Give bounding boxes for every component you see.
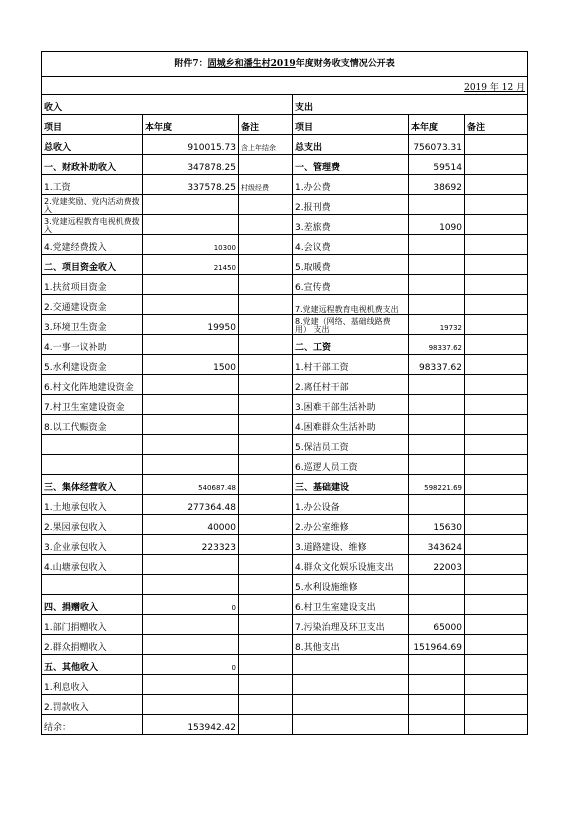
- income-remark: [239, 395, 293, 415]
- expense-remark: [465, 615, 528, 635]
- table-row: [42, 335, 528, 355]
- expense-remark: [465, 395, 528, 415]
- expense-item: 1.村干部工资: [293, 355, 409, 375]
- income-remark: [239, 275, 293, 295]
- expense-amount: [409, 195, 465, 215]
- income-item: 3.党建远程教育电视机费拨入: [42, 215, 143, 235]
- income-amount: 277364.48: [143, 495, 239, 515]
- table-row: [42, 395, 528, 415]
- table-row: [42, 175, 528, 195]
- expense-remark: [465, 275, 528, 295]
- income-amount: [143, 695, 239, 715]
- finance-disclosure-table: [41, 51, 528, 735]
- expense-amount: 38692: [409, 175, 465, 195]
- expense-item: 5.取暖费: [293, 255, 409, 275]
- expense-amount: [409, 435, 465, 455]
- expense-amount: 65000: [409, 615, 465, 635]
- income-item: [42, 575, 143, 595]
- table-row: [42, 155, 528, 175]
- expense-amount: 598221.69: [409, 475, 465, 495]
- income-item: 4.山塘承包收入: [42, 555, 143, 575]
- expense-item: 三、基础建设: [293, 475, 409, 495]
- income-item: 3.企业承包收入: [42, 535, 143, 555]
- table-row: [42, 255, 528, 275]
- table-row: [42, 615, 528, 635]
- income-item-header: 项目: [42, 115, 143, 135]
- expense-amount: [409, 235, 465, 255]
- expense-remark: [465, 175, 528, 195]
- income-item: 五、其他收入: [42, 655, 143, 675]
- income-amount: 40000: [143, 515, 239, 535]
- expense-item: 2.离任村干部: [293, 375, 409, 395]
- expense-remark: [465, 475, 528, 495]
- expense-item: 1.办公设备: [293, 495, 409, 515]
- income-remark: [239, 455, 293, 475]
- expense-item: 4.会议费: [293, 235, 409, 255]
- income-remark: [239, 495, 293, 515]
- expense-remark: [465, 375, 528, 395]
- expense-item: [293, 695, 409, 715]
- income-item: 7.村卫生室建设资金: [42, 395, 143, 415]
- expense-item: 4.困难群众生活补助: [293, 415, 409, 435]
- expense-item-header: 项目: [293, 115, 409, 135]
- income-remark: [239, 555, 293, 575]
- income-remark: [239, 475, 293, 495]
- income-header: 收入: [42, 95, 293, 115]
- income-item: [42, 455, 143, 475]
- income-item: 2.果园承包收入: [42, 515, 143, 535]
- income-amount: [143, 615, 239, 635]
- expense-amount: [409, 715, 465, 735]
- expense-remark: [465, 235, 528, 255]
- expense-remark: [465, 435, 528, 455]
- expense-amount: [409, 375, 465, 395]
- table-row: [42, 715, 528, 735]
- income-amount: [143, 455, 239, 475]
- expense-remark: [465, 215, 528, 235]
- table-row: [42, 375, 528, 395]
- income-item: 3.环境卫生资金: [42, 315, 143, 335]
- income-amount: [143, 375, 239, 395]
- table-row: [42, 655, 528, 675]
- income-remark: 村级经费: [239, 175, 293, 195]
- expense-remark: [465, 595, 528, 615]
- expense-item: 2.报刊费: [293, 195, 409, 215]
- table-row: [42, 195, 528, 215]
- expense-amount: [409, 255, 465, 275]
- income-item: 2.交通建设资金: [42, 295, 143, 315]
- table-row: [42, 135, 528, 155]
- expense-remark: [465, 515, 528, 535]
- expense-item: 3.道路建设、维修: [293, 535, 409, 555]
- income-amount: 0: [143, 595, 239, 615]
- expense-remark: [465, 715, 528, 735]
- expense-item: 7.党建远程教育电视机费支出: [293, 295, 409, 315]
- income-remark: [239, 295, 293, 315]
- expense-amount: 22003: [409, 555, 465, 575]
- income-amount: 0: [143, 655, 239, 675]
- income-remark: [239, 655, 293, 675]
- income-amount: [143, 415, 239, 435]
- income-remark: [239, 575, 293, 595]
- expense-remark: [465, 555, 528, 575]
- income-amount: 153942.42: [143, 715, 239, 735]
- income-amount: [143, 275, 239, 295]
- income-remark: [239, 675, 293, 695]
- expense-amount: 343624: [409, 535, 465, 555]
- income-remark: 含上年结余: [239, 135, 293, 155]
- income-item: 二、项目资金收入: [42, 255, 143, 275]
- table-row: [42, 235, 528, 255]
- expense-amount: [409, 695, 465, 715]
- expense-amount: [409, 395, 465, 415]
- expense-amount: 15630: [409, 515, 465, 535]
- income-year-header: 本年度: [143, 115, 239, 135]
- expense-remark: [465, 695, 528, 715]
- income-item: 5.水利建设资金: [42, 355, 143, 375]
- income-item: 4.党建经费拨入: [42, 235, 143, 255]
- income-amount: 1500: [143, 355, 239, 375]
- income-remark: [239, 355, 293, 375]
- expense-remark-header: 备注: [465, 115, 528, 135]
- date-line: 2019 年 12 月: [293, 77, 528, 95]
- income-amount: [143, 335, 239, 355]
- expense-item: 1.办公费: [293, 175, 409, 195]
- expense-remark: [465, 635, 528, 655]
- income-remark: [239, 375, 293, 395]
- table-row: [42, 215, 528, 235]
- expense-amount: 98337.62: [409, 355, 465, 375]
- income-remark: [239, 335, 293, 355]
- expense-item: 6.宣传费: [293, 275, 409, 295]
- expense-amount: 151964.69: [409, 635, 465, 655]
- expense-amount: [409, 655, 465, 675]
- expense-item: 3.差旅费: [293, 215, 409, 235]
- table-row: [42, 455, 528, 475]
- table-row: [42, 435, 528, 455]
- income-amount: [143, 635, 239, 655]
- income-item: 1.土地承包收入: [42, 495, 143, 515]
- table-row: [42, 555, 528, 575]
- table-row: [42, 535, 528, 555]
- income-item: 结余：: [42, 715, 143, 735]
- income-amount: [143, 575, 239, 595]
- expense-item: 二、工资: [293, 335, 409, 355]
- income-remark: [239, 615, 293, 635]
- expense-remark: [465, 675, 528, 695]
- income-amount: [143, 215, 239, 235]
- expense-item: 4.群众文化娱乐设施支出: [293, 555, 409, 575]
- expense-remark: [465, 575, 528, 595]
- table-row: [42, 595, 528, 615]
- expense-remark: [465, 455, 528, 475]
- expense-item: 5.保洁员工资: [293, 435, 409, 455]
- income-item: 8.以工代赈资金: [42, 415, 143, 435]
- table-row: [42, 515, 528, 535]
- table-row: [42, 675, 528, 695]
- table-row: [42, 695, 528, 715]
- table-row: [42, 635, 528, 655]
- table-row: [42, 575, 528, 595]
- expense-item: [293, 715, 409, 735]
- income-amount: 19950: [143, 315, 239, 335]
- page-title: [42, 52, 528, 77]
- income-item: 1.工资: [42, 175, 143, 195]
- income-amount: [143, 435, 239, 455]
- income-remark: [239, 195, 293, 215]
- income-item: 2.群众捐赠收入: [42, 635, 143, 655]
- expense-header: 支出: [293, 95, 528, 115]
- income-remark: [239, 515, 293, 535]
- expense-item: 8.党建（网络、基础线路费用） 支出: [293, 315, 409, 335]
- table-row: [42, 475, 528, 495]
- expense-item: [293, 655, 409, 675]
- expense-remark: [465, 295, 528, 315]
- income-remark-header: 备注: [239, 115, 293, 135]
- expense-amount: [409, 275, 465, 295]
- income-item: 总收入: [42, 135, 143, 155]
- table-row: [42, 275, 528, 295]
- income-amount: 910015.73: [143, 135, 239, 155]
- expense-amount: [409, 595, 465, 615]
- title-prefix: 附件7：: [174, 58, 208, 69]
- income-amount: [143, 555, 239, 575]
- expense-amount: [409, 295, 465, 315]
- income-item: 4.一事一议补助: [42, 335, 143, 355]
- income-item: 1.利息收入: [42, 675, 143, 695]
- income-remark: [239, 595, 293, 615]
- expense-item: 一、管理费: [293, 155, 409, 175]
- income-amount: [143, 295, 239, 315]
- income-remark: [239, 155, 293, 175]
- expense-item: 2.办公室维修: [293, 515, 409, 535]
- expense-amount: 98337.62: [409, 335, 465, 355]
- title-suffix: 年度财务收支情况公开表: [295, 58, 395, 69]
- income-amount: [143, 195, 239, 215]
- income-item: 1.扶贫项目资金: [42, 275, 143, 295]
- income-remark: [239, 715, 293, 735]
- income-amount: 337578.25: [143, 175, 239, 195]
- income-amount: 223323: [143, 535, 239, 555]
- expense-amount: [409, 415, 465, 435]
- expense-remark: [465, 335, 528, 355]
- expense-amount: [409, 575, 465, 595]
- income-amount: 540687.48: [143, 475, 239, 495]
- expense-item: 7.污染治理及环卫支出: [293, 615, 409, 635]
- expense-remark: [465, 655, 528, 675]
- income-remark: [239, 695, 293, 715]
- income-remark: [239, 435, 293, 455]
- income-amount: [143, 395, 239, 415]
- income-item: 6.村文化阵地建设资金: [42, 375, 143, 395]
- expense-item: 总支出: [293, 135, 409, 155]
- income-amount: [143, 675, 239, 695]
- expense-item: 5.水利设施维修: [293, 575, 409, 595]
- expense-remark: [465, 155, 528, 175]
- income-amount: 10300: [143, 235, 239, 255]
- expense-remark: [465, 195, 528, 215]
- title-year: 2019: [270, 58, 296, 69]
- income-item: [42, 435, 143, 455]
- expense-amount: 59514: [409, 155, 465, 175]
- expense-amount: 1090: [409, 215, 465, 235]
- income-remark: [239, 215, 293, 235]
- expense-item: 8.其他支出: [293, 635, 409, 655]
- income-remark: [239, 535, 293, 555]
- expense-remark: [465, 495, 528, 515]
- income-item: 四、捐赠收入: [42, 595, 143, 615]
- expense-year-header: 本年度: [409, 115, 465, 135]
- income-remark: [239, 635, 293, 655]
- table-row: [42, 495, 528, 515]
- income-remark: [239, 315, 293, 335]
- expense-amount: [409, 675, 465, 695]
- expense-item: 6.巡逻人员工资: [293, 455, 409, 475]
- expense-amount: [409, 495, 465, 515]
- income-remark: [239, 255, 293, 275]
- income-item: 三、集体经营收入: [42, 475, 143, 495]
- expense-amount: [409, 455, 465, 475]
- expense-remark: [465, 355, 528, 375]
- expense-remark: [465, 135, 528, 155]
- income-item: 2.党建奖励、党内活动费拨入: [42, 195, 143, 215]
- table-row: [42, 315, 528, 335]
- income-amount: 347878.25: [143, 155, 239, 175]
- expense-amount: 756073.31: [409, 135, 465, 155]
- income-amount: 21450: [143, 255, 239, 275]
- title-place: 固城乡和潘生村: [207, 58, 271, 69]
- expense-item: [293, 675, 409, 695]
- expense-remark: [465, 415, 528, 435]
- expense-remark: [465, 255, 528, 275]
- income-item: 1.部门捐赠收入: [42, 615, 143, 635]
- income-remark: [239, 235, 293, 255]
- table-row: [42, 415, 528, 435]
- income-remark: [239, 415, 293, 435]
- date-spacer: [42, 77, 293, 95]
- income-item: 2.罚款收入: [42, 695, 143, 715]
- expense-item: 6.村卫生室建设支出: [293, 595, 409, 615]
- expense-remark: [465, 535, 528, 555]
- expense-amount: 19732: [409, 315, 465, 335]
- table-row: [42, 295, 528, 315]
- table-row: [42, 355, 528, 375]
- income-item: 一、财政补助收入: [42, 155, 143, 175]
- expense-item: 3.困难干部生活补助: [293, 395, 409, 415]
- expense-remark: [465, 315, 528, 335]
